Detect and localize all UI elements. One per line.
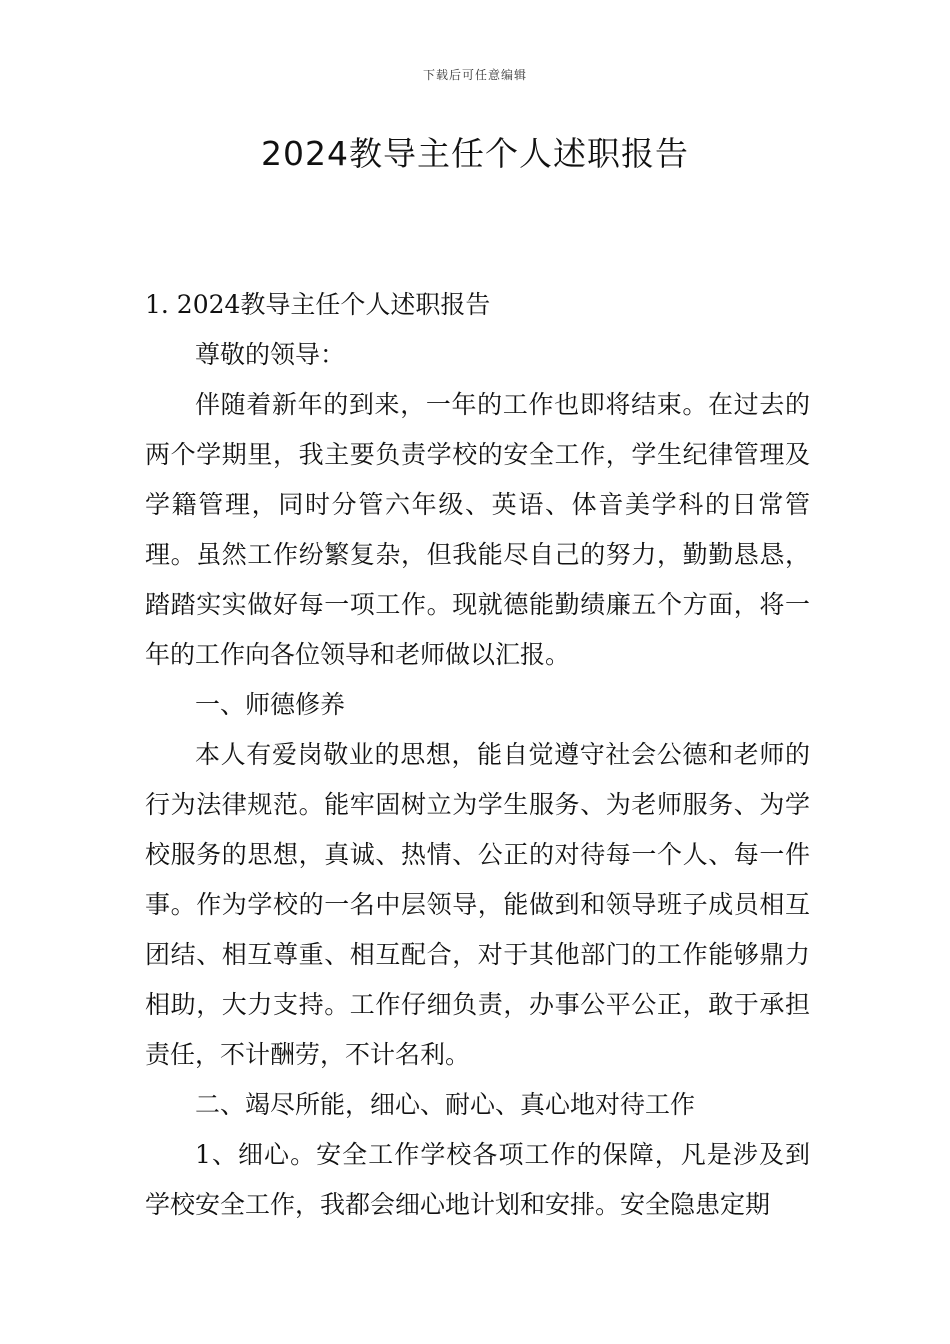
salutation: 尊敬的领导： — [195, 340, 346, 369]
header-note: 下载后可任意编辑 — [422, 68, 527, 82]
document-title: 2024教导主任个人述职报告 — [261, 134, 689, 173]
heading-ethics: 一、师德修养 — [195, 690, 346, 719]
paragraph-carefulness: 1、细心。安全工作学校各项工作的保障，凡是涉及到学校安全工作，我都会细心地计划和安排。安全隐患定期 — [145, 1140, 810, 1219]
paragraph-intro: 伴随着新年的到来，一年的工作也即将结束。在过去的两个学期里，我主要负责学校的安全工作，学生纪律管理及学籍管理，同时分管六年级、英语、体音美学科的日常管理。虽然工作纷繁复杂，但我能尽自己的努力，勤勤恳恳，踏踏实实做好每一项工作。现就德能勤绩廉五个方面，将一年的工作向各位领导和老师做以汇报。 — [145, 390, 810, 669]
paragraph-ethics: 本人有爱岗敬业的思想，能自觉遵守社会公德和老师的行为法律规范。能牢固树立为学生服务、为老师服务、为学校服务的思想，真诚、热情、公正的对待每一个人、每一件事。作为学校的一名中层领导，能做到和领导班子成员相互团结、相互尊重、相互配合，对于其他部门的工作能够鼎力相助，大力支持。工作仔细负责，办事公平公正，敢于承担责任，不计酬劳，不计名利。 — [145, 740, 810, 1069]
section-heading: 1. 2024教导主任个人述职报告 — [145, 290, 491, 319]
heading-work-attitude: 二、竭尽所能，细心、耐心、真心地对待工作 — [195, 1090, 696, 1119]
document-body — [145, 280, 810, 1230]
